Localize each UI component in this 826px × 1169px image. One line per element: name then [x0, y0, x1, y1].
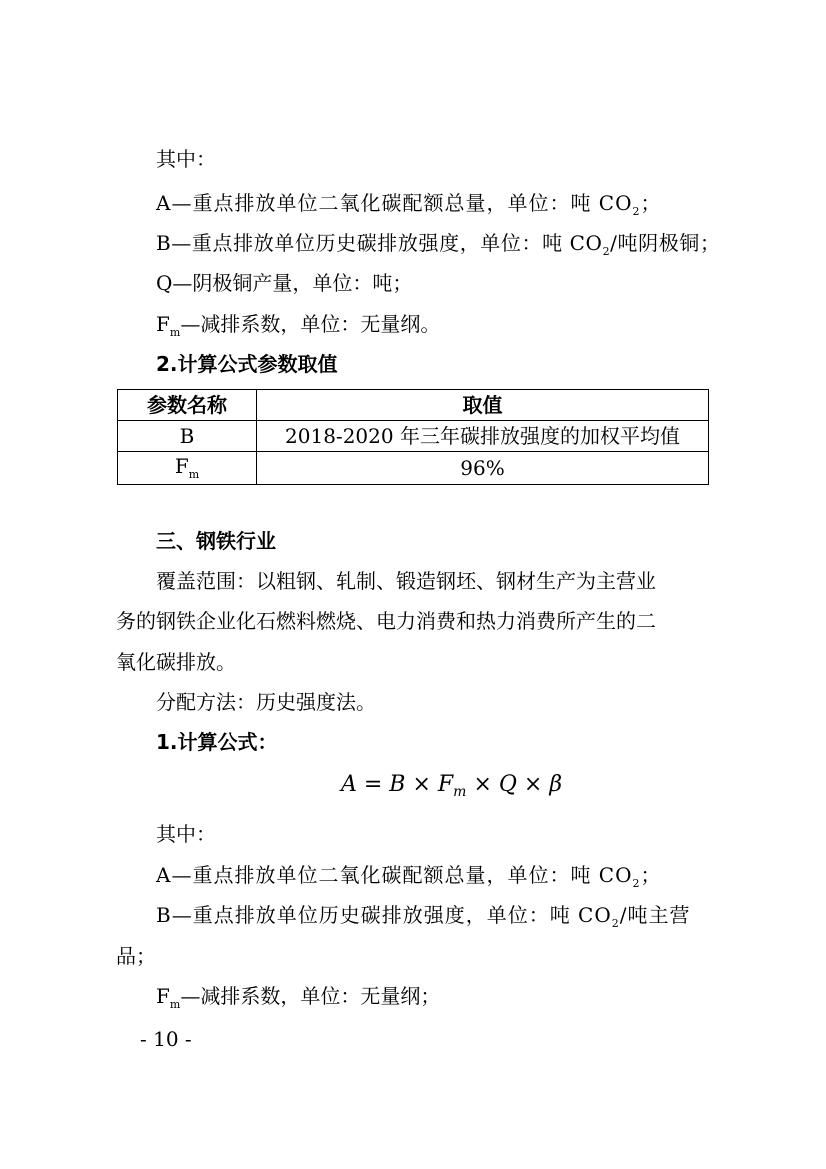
formula-a: A: [341, 772, 357, 797]
definition-a-1-sub: 2: [632, 205, 641, 218]
coverage-line-1: 覆盖范围：以粗钢、轧制、锻造钢坯、钢材生产为主营业: [156, 569, 656, 593]
coverage-line-3: 氧化碳排放。: [116, 650, 236, 674]
definition-a-2: [156, 861, 662, 893]
formula-f: F: [437, 772, 454, 797]
definition-f-1-lead: F: [156, 312, 170, 336]
definition-b-1-text: B—重点排放单位历史碳排放强度，单位：吨 CO: [156, 231, 603, 255]
section-heading-steel: 三、钢铁行业: [156, 529, 276, 553]
table-cell-value: 96%: [257, 452, 709, 485]
table-cell-param: B: [118, 421, 257, 452]
page-number: - 10 -: [140, 1027, 192, 1051]
table-cell-param-lead: F: [174, 454, 189, 478]
definition-q: Q—阴极铜产量，单位：吨；: [156, 271, 413, 295]
definition-f-2-lead: F: [156, 984, 170, 1008]
definition-f-1-sub: m: [169, 326, 181, 339]
table-cell-param: [118, 452, 257, 485]
table-header-row: [118, 390, 709, 421]
where-label-2: 其中：: [156, 822, 216, 846]
definition-b-2-text: B—重点排放单位历史碳排放强度，单位：吨 CO: [156, 903, 612, 927]
formula-f-sub: m: [453, 784, 467, 800]
definition-f-2: [156, 982, 440, 1014]
definition-b-2-sub: 2: [611, 917, 620, 930]
formula-heading: 1.计算公式：: [156, 730, 278, 754]
definition-a-2-tail: ；: [640, 863, 662, 887]
definition-a-2-text: A—重点排放单位二氧化碳配额总量，单位：吨 CO: [156, 863, 633, 887]
table-row: [118, 452, 709, 485]
definition-b-2: [156, 901, 691, 933]
formula-rest: × Q × β: [466, 772, 563, 797]
definition-a-1: [156, 189, 662, 221]
definition-f-1-tail: —减排系数，单位：无量纲。: [180, 312, 441, 336]
definition-b-1-sub: 2: [602, 245, 611, 258]
table-header-value: 取值: [257, 390, 709, 421]
formula: [341, 772, 563, 800]
definition-b-1: [156, 229, 721, 261]
definition-a-1-tail: ；: [640, 191, 662, 215]
definition-b-1-tail: /吨阴极铜；: [610, 231, 721, 255]
table-header-name: 参数名称: [118, 390, 257, 421]
params-heading: 2.计算公式参数取值: [156, 352, 338, 376]
definition-a-2-sub: 2: [632, 877, 641, 890]
table-cell-param-sub: m: [188, 468, 200, 481]
table-cell-value: 2018-2020 年三年碳排放强度的加权平均值: [257, 421, 709, 452]
definition-b-2-tail: /吨主营: [619, 903, 691, 927]
definition-f-2-sub: m: [169, 998, 181, 1011]
formula-eq: = B ×: [356, 772, 438, 797]
allocation-method: 分配方法：历史强度法。: [156, 690, 376, 714]
definition-f-2-tail: —减排系数，单位：无量纲；: [180, 984, 441, 1008]
params-table: [117, 389, 709, 485]
definition-b-2-cont: 品；: [116, 944, 156, 968]
coverage-line-2: 务的钢铁企业化石燃料燃烧、电力消费和热力消费所产生的二: [116, 609, 656, 633]
table-row: [118, 421, 709, 452]
definition-f-1: [156, 310, 440, 342]
definition-a-1-text: A—重点排放单位二氧化碳配额总量，单位：吨 CO: [156, 191, 633, 215]
where-label-1: 其中：: [156, 147, 216, 171]
